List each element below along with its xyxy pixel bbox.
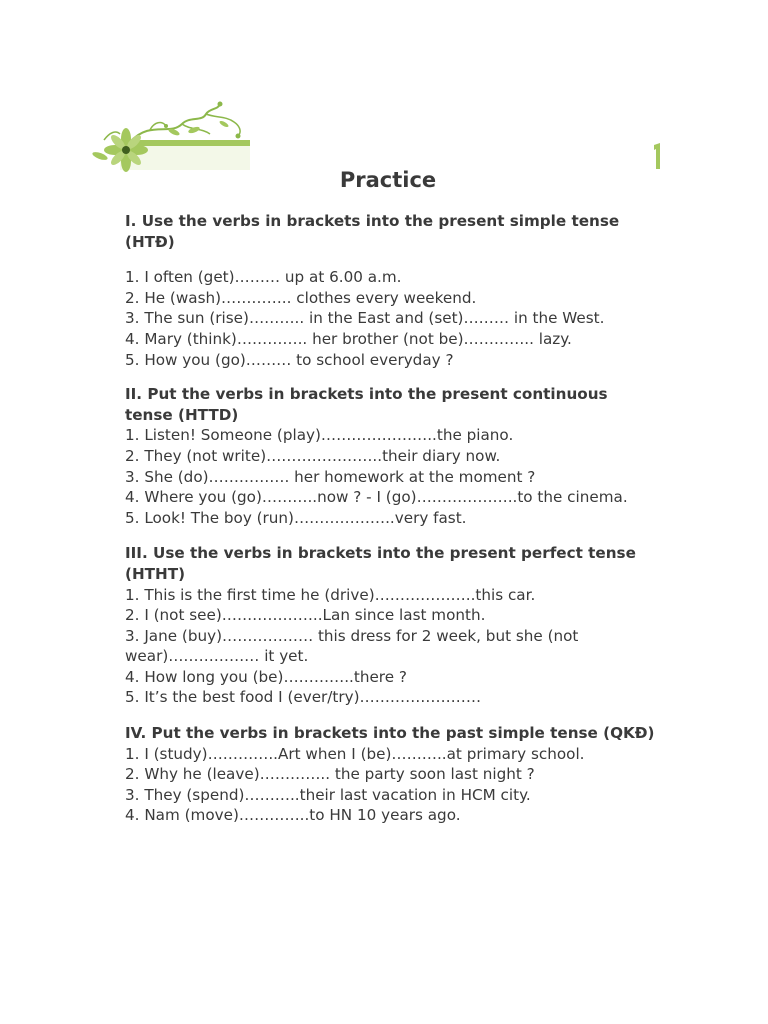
exercise-list bbox=[125, 425, 655, 528]
exercise-list bbox=[125, 267, 655, 370]
exercise-item: 1. I (study)…………..Art when I (be)………..at primary school. bbox=[125, 744, 585, 763]
exercise-item: 4. Mary (think)………….. her brother (not be)………….. lazy. bbox=[125, 329, 572, 348]
exercise-item: 1. Listen! Someone (play)…………………..the piano. bbox=[125, 426, 514, 445]
section-heading: IV. Put the verbs in brackets into the past simple tense (QKĐ) bbox=[125, 724, 655, 743]
exercise-item: 2. They (not write)…………………..their diary now. bbox=[125, 446, 501, 465]
exercise-item: 3. The sun (rise)……….. in the East and (set)……… in the West. bbox=[125, 309, 605, 328]
exercise-list bbox=[125, 585, 655, 709]
exercise-item: 4. Nam (move)…………..to HN 10 years ago. bbox=[125, 806, 461, 825]
exercise-item: 1. I often (get)……… up at 6.00 a.m. bbox=[125, 268, 402, 287]
green-bracket-mark bbox=[652, 141, 664, 171]
section-present-simple bbox=[125, 211, 655, 370]
exercise-item: 3. She (do)……………. her homework at the moment ? bbox=[125, 467, 536, 486]
page-title: Practice bbox=[339, 168, 437, 192]
exercise-item: 3. They (spend)………..their last vacation in HCM city. bbox=[125, 785, 531, 804]
exercise-item: 5. It’s the best food I (ever/try)…………………… bbox=[125, 688, 482, 707]
exercise-item: 1. This is the first time he (drive)………………..this car. bbox=[125, 585, 536, 604]
exercise-item: 2. I (not see)………………..Lan since last month. bbox=[125, 606, 486, 625]
section-heading: I. Use the verbs in brackets into the present simple tense (HTĐ) bbox=[125, 212, 620, 251]
exercise-item: 2. He (wash)………….. clothes every weekend. bbox=[125, 288, 477, 307]
section-present-perfect bbox=[125, 543, 655, 708]
floral-vine-ornament bbox=[90, 100, 252, 174]
worksheet-body bbox=[125, 211, 655, 826]
section-past-simple bbox=[125, 723, 655, 826]
section-heading: II. Put the verbs in brackets into the present continuous tense (HTTD) bbox=[125, 385, 608, 424]
exercise-list bbox=[125, 744, 655, 826]
exercise-item: 2. Why he (leave)………….. the party soon last night ? bbox=[125, 765, 535, 784]
section-present-continuous bbox=[125, 384, 655, 528]
exercise-item: 3. Jane (buy)……………… this dress for 2 week, but she (not wear)……………… it yet. bbox=[125, 626, 579, 666]
exercise-item: 4. How long you (be)…………..there ? bbox=[125, 667, 407, 686]
exercise-item: 5. How you (go)……… to school everyday ? bbox=[125, 350, 454, 369]
exercise-item: 5. Look! The boy (run)………………..very fast. bbox=[125, 508, 467, 527]
section-heading: III. Use the verbs in brackets into the present perfect tense (HTHT) bbox=[125, 544, 636, 583]
exercise-item: 4. Where you (go)………..now ? - I (go)………………..to the cinema. bbox=[125, 488, 628, 507]
